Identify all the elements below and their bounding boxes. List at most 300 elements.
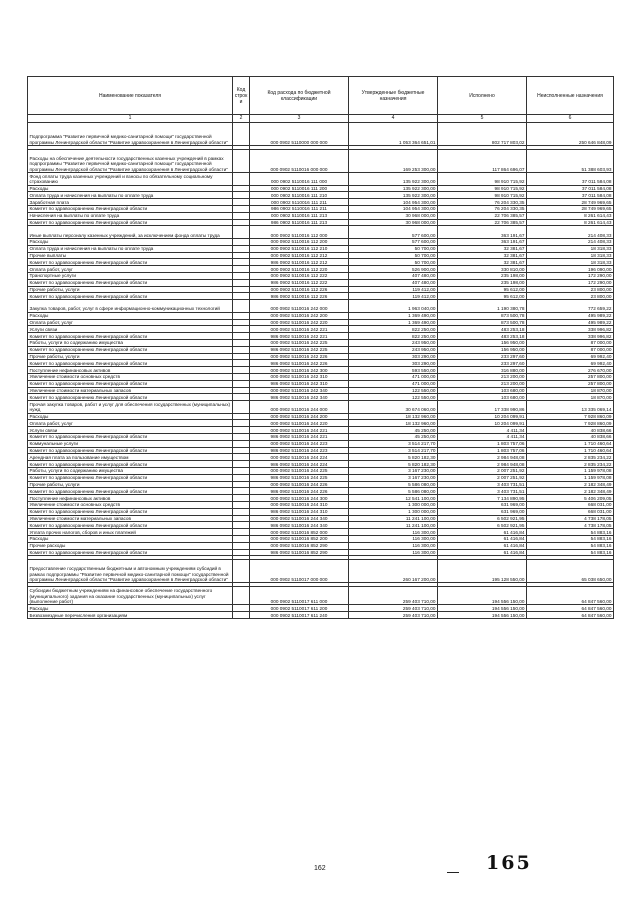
row-code-cell — [233, 205, 250, 212]
column-number: 2 — [233, 115, 250, 123]
row-code-cell — [233, 123, 250, 146]
unexecuted-amount: 2 182 348,49 — [527, 481, 614, 488]
column-number: 6 — [527, 115, 614, 123]
row-code-cell — [233, 440, 250, 447]
approved-amount: 1 963 040,00 — [349, 300, 438, 313]
row-code-cell — [233, 360, 250, 367]
executed-amount: 316 880,00 — [438, 367, 527, 374]
approved-amount: 116 300,00 — [349, 536, 438, 543]
column-number: 5 — [438, 115, 527, 123]
budget-code: 986 0902 5110016 244 225 — [250, 474, 349, 481]
executed-amount: 3 403 731,51 — [438, 488, 527, 495]
table-row — [28, 447, 614, 454]
row-code-cell — [233, 173, 250, 186]
executed-amount: 95 612,00 — [438, 293, 527, 300]
unexecuted-amount: 772 659,22 — [527, 300, 614, 313]
budget-code: 986 0902 5110016 112 212 — [250, 259, 349, 266]
unexecuted-amount: 87 000,00 — [527, 346, 614, 353]
executed-amount: 61 416,84 — [438, 542, 527, 549]
unexecuted-amount: 23 800,00 — [527, 286, 614, 293]
unexecuted-amount: 2 182 348,49 — [527, 488, 614, 495]
row-code-cell — [233, 401, 250, 414]
approved-amount: 5 820 182,30 — [349, 454, 438, 461]
unexecuted-amount: 18 870,00 — [527, 394, 614, 401]
stamped-page-number: 165 — [486, 852, 532, 874]
executed-amount: 95 612,00 — [438, 286, 527, 293]
row-name: Транспортные услуги — [28, 272, 233, 279]
budget-code: 000 0902 5110016 242 310 — [250, 373, 349, 380]
table-row — [28, 185, 614, 192]
budget-code: 000 0902 5110016 852 200 — [250, 536, 349, 543]
budget-execution-table — [27, 76, 614, 619]
table-row — [28, 454, 614, 461]
unexecuted-amount: 338 996,82 — [527, 333, 614, 340]
executed-amount: 213 200,00 — [438, 380, 527, 387]
header-row-code: Код строк и — [233, 77, 250, 115]
table-row — [28, 605, 614, 612]
executed-amount: 873 500,78 — [438, 319, 527, 326]
approved-amount: 577 600,00 — [349, 238, 438, 245]
row-name: Арендная плата за пользование имуществом — [28, 454, 233, 461]
row-code-cell — [233, 454, 250, 461]
table-body — [28, 123, 614, 619]
executed-amount: 1 190 380,78 — [438, 300, 527, 313]
approved-amount: 119 412,00 — [349, 286, 438, 293]
row-name: Комитет по здравоохранению Ленинградской области — [28, 219, 233, 226]
table-row — [28, 319, 614, 326]
table-row — [28, 481, 614, 488]
budget-code: 000 0902 5110016 111 213 — [250, 212, 349, 219]
table-row — [28, 508, 614, 515]
approved-amount: 104 954 300,00 — [349, 199, 438, 206]
row-name: Оплата труда и начисления на выплаты по оплате труда — [28, 245, 233, 252]
approved-amount: 1 369 490,00 — [349, 312, 438, 319]
budget-code: 000 0902 5110016 244 310 — [250, 502, 349, 509]
budget-code: 000 0902 5110017 000 000 — [250, 560, 349, 583]
approved-amount: 45 250,00 — [349, 427, 438, 434]
row-name: Заработная плата — [28, 199, 233, 206]
row-name: Комитет по здравоохранению Ленинградской области — [28, 394, 233, 401]
approved-amount: 1 053 364 651,01 — [349, 123, 438, 146]
unexecuted-amount: 28 749 969,65 — [527, 205, 614, 212]
executed-amount: 22 706 385,57 — [438, 219, 527, 226]
budget-code: 986 0902 5110016 242 225 — [250, 346, 349, 353]
row-code-cell — [233, 508, 250, 515]
approved-amount: 135 922 300,00 — [349, 173, 438, 186]
approved-amount: 243 950,00 — [349, 339, 438, 346]
row-name: Расходы — [28, 413, 233, 420]
row-name: Прочие работы, услуги — [28, 481, 233, 488]
budget-code: 000 0902 5110016 111 200 — [250, 185, 349, 192]
row-code-cell — [233, 226, 250, 239]
table-row — [28, 272, 614, 279]
approved-amount: 577 600,00 — [349, 226, 438, 239]
table-row — [28, 440, 614, 447]
budget-code: 986 0902 5110016 242 221 — [250, 333, 349, 340]
table-row — [28, 461, 614, 468]
executed-amount: 6 502 921,95 — [438, 522, 527, 529]
row-name: Увеличение стоимости материальных запасов — [28, 515, 233, 522]
budget-code: 986 0902 5110016 242 310 — [250, 380, 349, 387]
table-row — [28, 226, 614, 239]
row-name: Комитет по здравоохранению Ленинградской области — [28, 508, 233, 515]
table-row — [28, 326, 614, 333]
budget-code: 986 0902 5110016 242 340 — [250, 394, 349, 401]
executed-amount: 1 803 757,06 — [438, 447, 527, 454]
executed-amount: 156 950,00 — [438, 346, 527, 353]
row-code-cell — [233, 312, 250, 319]
row-code-cell — [233, 333, 250, 340]
table-row — [28, 542, 614, 549]
row-code-cell — [233, 212, 250, 219]
row-name: Комитет по здравоохранению Ленинградской области — [28, 360, 233, 367]
row-code-cell — [233, 468, 250, 475]
approved-amount: 3 514 217,70 — [349, 447, 438, 454]
budget-code: 986 0902 5110016 244 226 — [250, 488, 349, 495]
unexecuted-amount: 18 318,33 — [527, 259, 614, 266]
table-row — [28, 300, 614, 313]
unexecuted-amount: 338 996,82 — [527, 326, 614, 333]
executed-amount: 631 969,00 — [438, 508, 527, 515]
approved-amount: 116 300,00 — [349, 529, 438, 536]
budget-code: 000 0902 5110016 112 212 — [250, 252, 349, 259]
executed-amount: 98 910 715,92 — [438, 173, 527, 186]
table-row — [28, 427, 614, 434]
budget-code: 000 0902 5110016 242 300 — [250, 367, 349, 374]
unexecuted-amount: 54 883,16 — [527, 529, 614, 536]
row-name: Увеличение стоимости основных средств — [28, 502, 233, 509]
unexecuted-amount: 37 011 584,08 — [527, 173, 614, 186]
row-code-cell — [233, 488, 250, 495]
row-code-cell — [233, 300, 250, 313]
row-name: Комитет по здравоохранению Ленинградской области — [28, 205, 233, 212]
row-name: Расходы — [28, 238, 233, 245]
approved-amount: 243 950,00 — [349, 346, 438, 353]
header-approved: Утвержденные бюджетные назначения — [349, 77, 438, 115]
budget-code: 000 0902 5110000 000 000 — [250, 123, 349, 146]
row-name: Подпрограмма "Развитие первичной медико-санитарной помощи" государственной программы Ленинградской области "Развитие здравоохранения в Ленинградской области" — [28, 123, 233, 146]
executed-amount: 330 810,00 — [438, 266, 527, 273]
table-header-row — [28, 77, 614, 115]
table-row — [28, 346, 614, 353]
row-code-cell — [233, 394, 250, 401]
executed-amount: 103 680,00 — [438, 387, 527, 394]
approved-amount: 303 290,00 — [349, 353, 438, 360]
table-row — [28, 360, 614, 367]
row-code-cell — [233, 612, 250, 619]
unexecuted-amount: 214 408,33 — [527, 238, 614, 245]
row-name: Начисления на выплаты по оплате труда — [28, 212, 233, 219]
executed-amount: 98 910 715,92 — [438, 192, 527, 199]
budget-code: 000 0902 5110016 852 290 — [250, 542, 349, 549]
table-row — [28, 266, 614, 273]
table-row — [28, 192, 614, 199]
budget-code: 000 0902 5110016 112 000 — [250, 226, 349, 239]
unexecuted-amount: 28 749 969,65 — [527, 199, 614, 206]
row-code-cell — [233, 502, 250, 509]
approved-amount: 11 241 100,00 — [349, 522, 438, 529]
executed-amount: 233 297,60 — [438, 353, 527, 360]
unexecuted-amount: 1 710 460,64 — [527, 440, 614, 447]
executed-amount: 2 984 948,08 — [438, 461, 527, 468]
executed-amount: 363 191,67 — [438, 238, 527, 245]
approved-amount: 122 550,00 — [349, 387, 438, 394]
budget-code: 000 0902 5110016 242 221 — [250, 326, 349, 333]
unexecuted-amount: 54 883,16 — [527, 536, 614, 543]
table-row — [28, 529, 614, 536]
approved-amount: 593 550,00 — [349, 367, 438, 374]
approved-amount: 5 586 080,00 — [349, 488, 438, 495]
unexecuted-amount: 250 646 848,09 — [527, 123, 614, 146]
report-sheet — [27, 76, 613, 619]
row-code-cell — [233, 339, 250, 346]
executed-amount: 10 204 099,91 — [438, 413, 527, 420]
approved-amount: 135 922 300,00 — [349, 192, 438, 199]
header-indicator-name: Наименование показателя — [28, 77, 233, 115]
table-row — [28, 587, 614, 605]
unexecuted-amount: 495 989,22 — [527, 312, 614, 319]
budget-code: 000 0902 5110016 242 340 — [250, 387, 349, 394]
table-row — [28, 502, 614, 509]
table-row — [28, 150, 614, 173]
unexecuted-amount: 18 870,00 — [527, 387, 614, 394]
approved-amount: 169 253 300,00 — [349, 150, 438, 173]
unexecuted-amount: 23 800,00 — [527, 293, 614, 300]
row-name: Оплата работ, услуг — [28, 420, 233, 427]
table-row — [28, 434, 614, 441]
approved-amount: 3 167 230,00 — [349, 474, 438, 481]
table-row — [28, 420, 614, 427]
unexecuted-amount: 668 031,00 — [527, 502, 614, 509]
approved-amount: 45 250,00 — [349, 434, 438, 441]
row-name: Прочие расходы — [28, 542, 233, 549]
budget-code: 000 0902 5110016 244 221 — [250, 427, 349, 434]
executed-amount: 631 969,00 — [438, 502, 527, 509]
unexecuted-amount: 18 318,33 — [527, 252, 614, 259]
budget-code: 000 0902 5110016 244 000 — [250, 401, 349, 414]
unexecuted-amount: 1 159 978,08 — [527, 468, 614, 475]
unexecuted-amount: 64 847 560,00 — [527, 612, 614, 619]
budget-code: 000 0902 5110016 112 220 — [250, 266, 349, 273]
row-name: Комитет по здравоохранению Ленинградской области — [28, 293, 233, 300]
row-name: Комитет по здравоохранению Ленинградской области — [28, 474, 233, 481]
table-row — [28, 387, 614, 394]
table-row — [28, 468, 614, 475]
unexecuted-amount: 51 388 603,93 — [527, 150, 614, 173]
row-name: Работы, услуги по содержанию имущества — [28, 339, 233, 346]
approved-amount: 122 550,00 — [349, 394, 438, 401]
approved-amount: 5 586 080,00 — [349, 481, 438, 488]
row-name: Расходы — [28, 536, 233, 543]
column-number: 1 — [28, 115, 233, 123]
budget-code: 986 0902 5110016 852 290 — [250, 549, 349, 556]
row-code-cell — [233, 185, 250, 192]
budget-code: 000 0902 5110016 242 220 — [250, 319, 349, 326]
unexecuted-amount: 1 710 460,64 — [527, 447, 614, 454]
unexecuted-amount: 8 261 614,43 — [527, 212, 614, 219]
row-code-cell — [233, 560, 250, 583]
row-name: Прочие выплаты — [28, 252, 233, 259]
budget-code: 000 0902 5110016 242 226 — [250, 353, 349, 360]
row-code-cell — [233, 434, 250, 441]
row-code-cell — [233, 536, 250, 543]
table-row — [28, 474, 614, 481]
unexecuted-amount: 257 800,00 — [527, 380, 614, 387]
approved-amount: 3 514 217,70 — [349, 440, 438, 447]
unexecuted-amount: 4 738 178,05 — [527, 515, 614, 522]
unexecuted-amount: 65 038 650,00 — [527, 560, 614, 583]
executed-amount: 117 864 696,07 — [438, 150, 527, 173]
executed-amount: 103 680,00 — [438, 394, 527, 401]
row-code-cell — [233, 587, 250, 605]
budget-code: 000 0902 5110016 112 226 — [250, 286, 349, 293]
table-row — [28, 612, 614, 619]
executed-amount: 76 204 330,35 — [438, 199, 527, 206]
executed-amount: 76 204 330,35 — [438, 205, 527, 212]
table-row — [28, 495, 614, 502]
table-row — [28, 488, 614, 495]
unexecuted-amount: 257 800,00 — [527, 373, 614, 380]
executed-amount: 483 253,18 — [438, 326, 527, 333]
row-code-cell — [233, 238, 250, 245]
unexecuted-amount: 8 261 614,43 — [527, 219, 614, 226]
budget-code: 986 0902 5110016 244 310 — [250, 508, 349, 515]
unexecuted-amount: 64 847 560,00 — [527, 605, 614, 612]
unexecuted-amount: 7 928 860,09 — [527, 413, 614, 420]
row-code-cell — [233, 150, 250, 173]
row-name: Оплата труда и начисления на выплаты по оплате труда — [28, 192, 233, 199]
approved-amount: 18 132 960,00 — [349, 420, 438, 427]
table-row — [28, 549, 614, 556]
row-code-cell — [233, 192, 250, 199]
budget-code: 000 0902 5110017 611 240 — [250, 612, 349, 619]
row-code-cell — [233, 252, 250, 259]
approved-amount: 471 000,00 — [349, 380, 438, 387]
row-code-cell — [233, 319, 250, 326]
row-code-cell — [233, 373, 250, 380]
budget-code: 000 0902 5110016 244 226 — [250, 481, 349, 488]
executed-amount: 61 416,84 — [438, 536, 527, 543]
approved-amount: 30 968 000,00 — [349, 212, 438, 219]
budget-code: 000 0902 5110016 852 000 — [250, 529, 349, 536]
budget-code: 000 0902 5110016 242 000 — [250, 300, 349, 313]
unexecuted-amount: 5 406 209,05 — [527, 495, 614, 502]
executed-amount: 32 381,67 — [438, 245, 527, 252]
approved-amount: 104 954 300,00 — [349, 205, 438, 212]
budget-code: 000 0902 5110016 242 225 — [250, 339, 349, 346]
unexecuted-amount: 172 290,00 — [527, 272, 614, 279]
row-code-cell — [233, 529, 250, 536]
budget-code: 986 0902 5110016 244 340 — [250, 522, 349, 529]
executed-amount: 32 381,67 — [438, 252, 527, 259]
column-number: 3 — [250, 115, 349, 123]
table-row — [28, 339, 614, 346]
unexecuted-amount: 64 847 560,00 — [527, 587, 614, 605]
row-name: Прочая закупка товаров, работ и услуг для обеспечения государственных (муниципальных) нужд — [28, 401, 233, 414]
executed-amount: 4 411,34 — [438, 427, 527, 434]
budget-code: 000 0902 5110017 611 000 — [250, 587, 349, 605]
budget-code: 986 0902 5110016 112 222 — [250, 279, 349, 286]
approved-amount: 259 403 710,00 — [349, 612, 438, 619]
row-name: Безвозмездные перечисления организациям — [28, 612, 233, 619]
row-name: Увеличение стоимости основных средств — [28, 373, 233, 380]
row-name: Комитет по здравоохранению Ленинградской области — [28, 259, 233, 266]
header-budget-code: Код расхода по бюджетной классификации — [250, 77, 349, 115]
unexecuted-amount: 4 738 178,05 — [527, 522, 614, 529]
table-row — [28, 205, 614, 212]
table-row — [28, 219, 614, 226]
unexecuted-amount: 40 838,66 — [527, 427, 614, 434]
row-code-cell — [233, 266, 250, 273]
table-row — [28, 279, 614, 286]
row-code-cell — [233, 515, 250, 522]
executed-amount: 156 950,00 — [438, 339, 527, 346]
approved-amount: 303 290,00 — [349, 360, 438, 367]
approved-amount: 30 674 060,00 — [349, 401, 438, 414]
budget-code: 000 0902 5110016 111 210 — [250, 192, 349, 199]
unexecuted-amount: 37 011 584,08 — [527, 192, 614, 199]
page-number: 162 — [314, 865, 326, 872]
budget-code: 986 0902 5110016 244 221 — [250, 434, 349, 441]
row-name: Расходы на обеспечение деятельности государственных казенных учреждений в рамках подпрограммы "Развитие первичной медико-санитарной помощи" государственной программы Ленинградской области "Развитие здравоохранения в Ленинградской области" — [28, 150, 233, 173]
budget-code: 000 0902 5110016 111 211 — [250, 199, 349, 206]
footer-dash — [447, 872, 459, 873]
table-row — [28, 173, 614, 186]
row-name: Комитет по здравоохранению Ленинградской области — [28, 346, 233, 353]
row-name: Комитет по здравоохранению Ленинградской области — [28, 333, 233, 340]
row-name: Комитет по здравоохранению Ленинградской области — [28, 434, 233, 441]
executed-amount: 194 556 150,00 — [438, 612, 527, 619]
unexecuted-amount: 13 335 069,14 — [527, 401, 614, 414]
unexecuted-amount: 7 928 860,09 — [527, 420, 614, 427]
approved-amount: 50 700,00 — [349, 252, 438, 259]
row-name: Услуги связи — [28, 427, 233, 434]
executed-amount: 235 198,00 — [438, 279, 527, 286]
executed-amount: 1 803 757,06 — [438, 440, 527, 447]
executed-amount: 10 204 099,91 — [438, 420, 527, 427]
unexecuted-amount: 668 031,00 — [527, 508, 614, 515]
budget-code: 000 0902 5110016 112 222 — [250, 272, 349, 279]
executed-amount: 17 338 990,86 — [438, 401, 527, 414]
budget-code: 000 0902 5110016 112 200 — [250, 238, 349, 245]
executed-amount: 7 134 890,95 — [438, 495, 527, 502]
budget-code: 000 0902 5110016 112 210 — [250, 245, 349, 252]
budget-code: 000 0902 5110016 244 225 — [250, 468, 349, 475]
row-name: Поступление нефинансовых активов — [28, 367, 233, 374]
unexecuted-amount: 18 318,33 — [527, 245, 614, 252]
budget-code: 000 0902 5110016 244 220 — [250, 420, 349, 427]
row-code-cell — [233, 380, 250, 387]
table-row — [28, 353, 614, 360]
approved-amount: 259 403 710,00 — [349, 605, 438, 612]
executed-amount: 2 007 251,92 — [438, 474, 527, 481]
executed-amount: 483 253,18 — [438, 333, 527, 340]
unexecuted-amount: 54 883,16 — [527, 549, 614, 556]
row-code-cell — [233, 346, 250, 353]
approved-amount: 822 250,00 — [349, 326, 438, 333]
executed-amount: 6 502 921,95 — [438, 515, 527, 522]
executed-amount: 2 984 948,08 — [438, 454, 527, 461]
table-row — [28, 238, 614, 245]
row-code-cell — [233, 461, 250, 468]
row-name: Прочие работы, услуги — [28, 353, 233, 360]
row-name: Коммунальные услуги — [28, 440, 233, 447]
approved-amount: 822 250,00 — [349, 333, 438, 340]
row-code-cell — [233, 481, 250, 488]
approved-amount: 407 480,00 — [349, 272, 438, 279]
executed-amount: 363 191,67 — [438, 226, 527, 239]
approved-amount: 471 000,00 — [349, 373, 438, 380]
